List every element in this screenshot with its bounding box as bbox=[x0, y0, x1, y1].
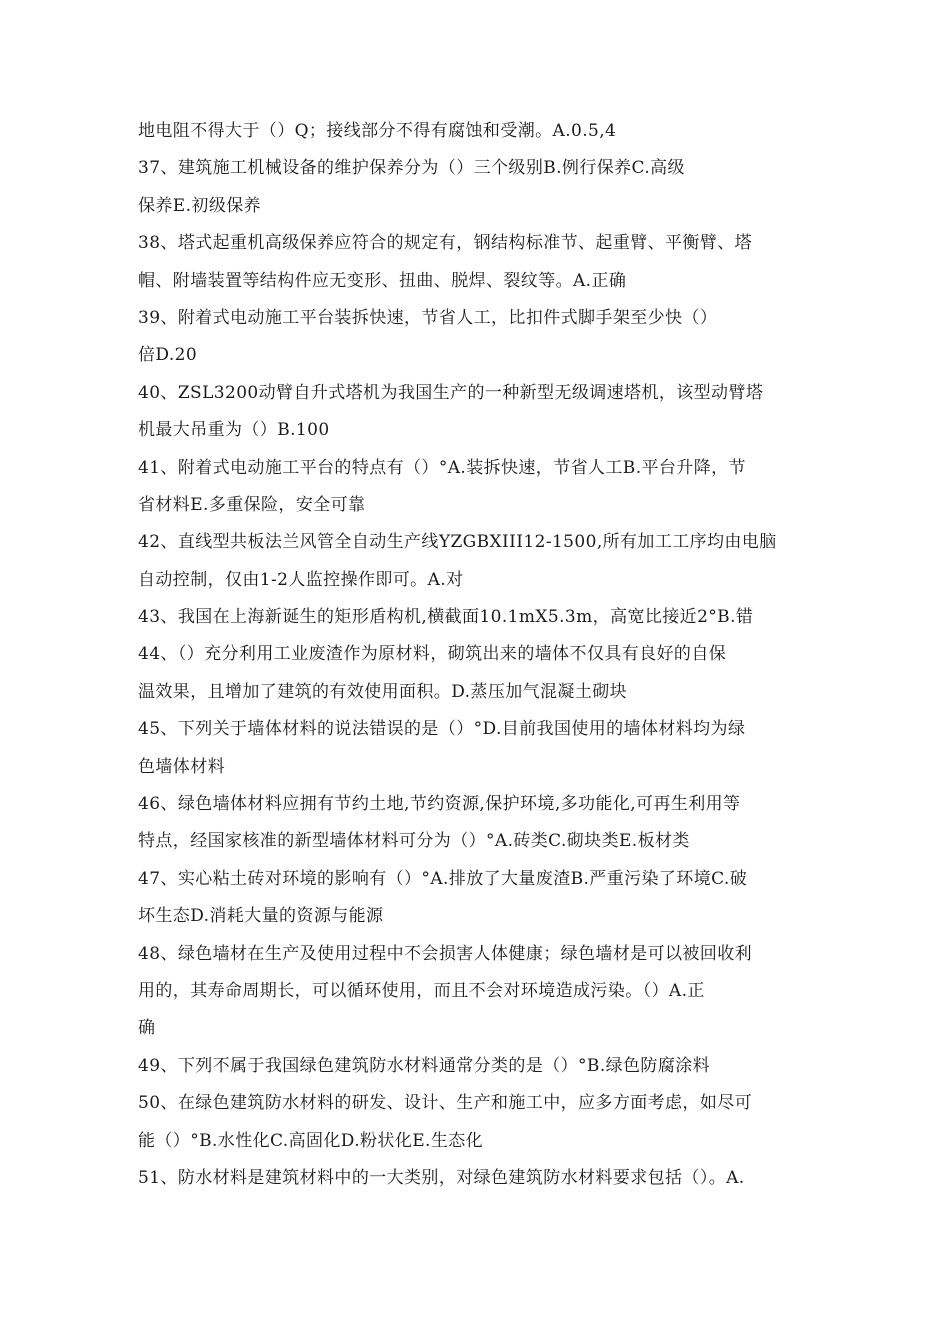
text-line: 用的，其寿命周期长，可以循环使用，而且不会对环境造成污染。（）A.正 bbox=[138, 980, 705, 1001]
text-line: 坏生态D.消耗大量的资源与能源 bbox=[138, 906, 384, 927]
text-line: 40、ZSL3200动臂自升式塔机为我国生产的一种新型无级调速塔机，该型动臂塔 bbox=[138, 382, 764, 403]
text-line: 机最大吊重为（）B.100 bbox=[138, 420, 330, 441]
text-line: 38、塔式起重机高级保养应符合的规定有，钢结构标准节、起重臂、平衡臂、塔 bbox=[138, 233, 753, 254]
text-line: 45、下列关于墙体材料的说法错误的是（）°D.目前我国使用的墙体材料均为绿 bbox=[138, 719, 746, 740]
text-line: 49、下列不属于我国绿色建筑防水材料通常分类的是（）°B.绿色防腐涂料 bbox=[138, 1055, 711, 1076]
text-line: 43、我国在上海新诞生的矩形盾构机,横截面10.1mX5.3m，高宽比接近2°B.错 bbox=[138, 607, 754, 628]
text-line: 色墙体材料 bbox=[138, 756, 225, 777]
text-line: 48、绿色墙材在生产及使用过程中不会损害人体健康；绿色墙材是可以被回收利 bbox=[138, 943, 753, 964]
text-line: 51、防水材料是建筑材料中的一大类别，对绿色建筑防水材料要求包括（）。A. bbox=[138, 1167, 745, 1188]
text-line: 帽、附墙装置等结构件应无变形、扭曲、脱焊、裂纹等。A.正确 bbox=[138, 270, 627, 291]
text-line: 确 bbox=[138, 1018, 156, 1039]
document-body bbox=[138, 113, 828, 1197]
text-line: 能（）°B.水性化C.高固化D.粉状化E.生态化 bbox=[138, 1130, 484, 1151]
text-line: 41、附着式电动施工平台的特点有（）°A.装拆快速，节省人工B.平台升降，节 bbox=[138, 457, 746, 478]
text-line: 42、直线型共板法兰风管全自动生产线YZGBXIII12-1500,所有加工工序均由电脑 bbox=[138, 532, 777, 553]
text-line: 倍D.20 bbox=[138, 345, 198, 366]
text-line: 39、附着式电动施工平台装拆快速，节省人工，比扣件式脚手架至少快（） bbox=[138, 307, 718, 328]
text-line: 46、绿色墙体材料应拥有节约土地,节约资源,保护环境,多功能化,可再生利用等 bbox=[138, 794, 741, 815]
text-line: 37、建筑施工机械设备的维护保养分为（）三个级别B.例行保养C.高级 bbox=[138, 158, 685, 179]
text-line: 保养E.初级保养 bbox=[138, 195, 262, 216]
text-line: 50、在绿色建筑防水材料的研发、设计、生产和施工中，应多方面考虑，如尽可 bbox=[138, 1093, 753, 1114]
text-line: 温效果，且增加了建筑的有效使用面积。D.蒸压加气混凝土砌块 bbox=[138, 681, 628, 702]
text-line: 47、实心粘土砖对环境的影响有（）°A.排放了大量废渣B.严重污染了环境C.破 bbox=[138, 868, 748, 889]
text-line: 自动控制，仅由1-2人监控操作即可。A.对 bbox=[138, 569, 464, 590]
text-line: 特点，经国家核准的新型墙体材料可分为（）°A.砖类C.砌块类E.板材类 bbox=[138, 831, 690, 852]
text-line: 44、（）充分利用工业废渣作为原材料，砌筑出来的墙体不仅具有良好的自保 bbox=[138, 644, 727, 665]
text-line: 省材料E.多重保险，安全可靠 bbox=[138, 494, 366, 515]
text-line: 地电阻不得大于（）Q；接线部分不得有腐蚀和受潮。A.0.5,4 bbox=[138, 121, 617, 141]
